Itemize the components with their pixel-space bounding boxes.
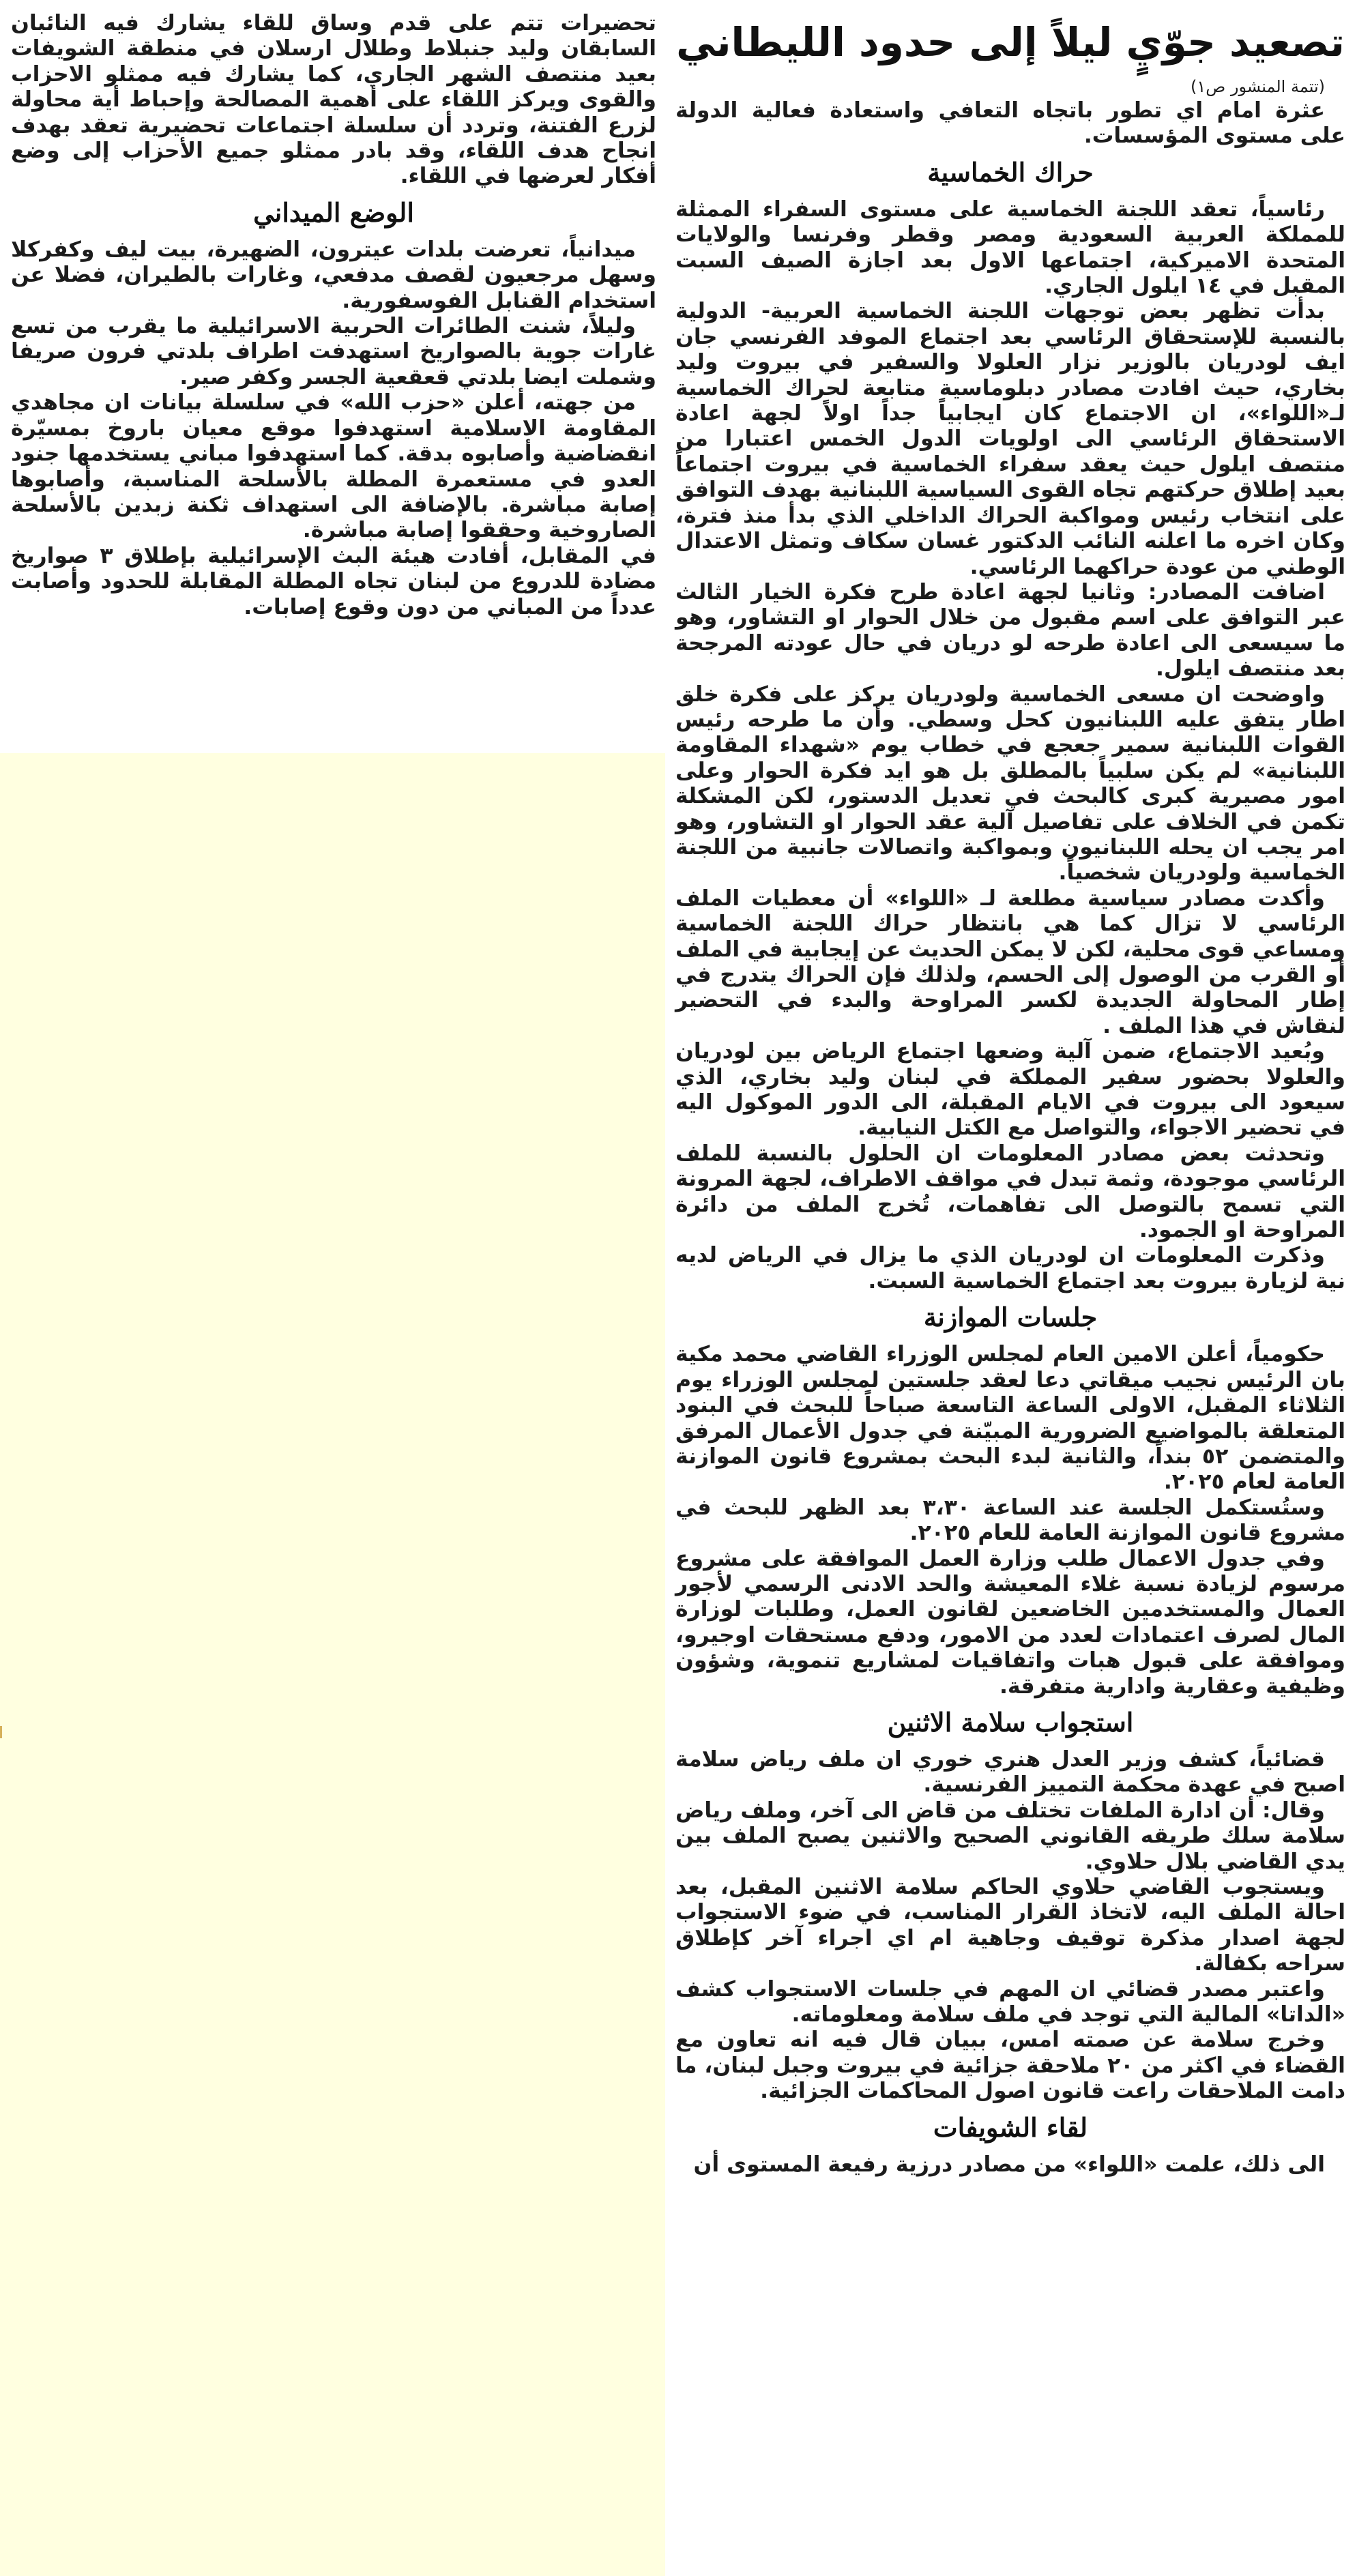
article-paragraph: من جهته، أعلن «حزب الله» في سلسلة بيانات ان مجاهدي المقاومة الاسلامية استهدفوا موقع معيان باروخ بمسيّرة انقضاضية وأصابوه بدقة. كما استهدفوا مباني يستخدمها جنود العدو في مستعمرة المطلة بالأسلحة المناسبة، وأصابوها إصابة مباشرة. بالإضافة الى استهداف ثكنة زبدين بالأسلحة الصاروخية وحققوا إصابة مباشرة. [11, 390, 656, 543]
article-paragraph: وفي جدول الاعمال طلب وزارة العمل الموافقة على مشروع مرسوم لزيادة نسبة غلاء المعيشة والحد الادنى الرسمي لأجور العمال والمستخدمين الخاضعين لقانون العمل، وطلبات لوزارة المال لصرف اعتمادات لعدد من الامور، ودفع مستحقات اوجيرو، وموافقة على قبول هبات واتفاقيات لمشاريع تنموية، وشؤون وظيفية وعقارية وادارية متفرقة. [675, 1546, 1345, 1699]
article-paragraph: حكومياً، أعلن الامين العام لمجلس الوزراء القاضي محمد مكية بان الرئيس نجيب ميقاتي دعا لعقد جلستين لمجلس الوزراء يوم الثلاثاء المقبل، الاولى الساعة التاسعة صباحاً للبحث في البنود المتعلقة بالمواضيع الضرورية المبيّنة في جدول الأعمال المرفق والمتضمن ٥٢ بنداً، والثانية لبدء البحث بمشروع قانون الموازنة العامة لعام ٢٠٢٥. [675, 1342, 1346, 1495]
section-heading: استجواب سلامة الاثنين [887, 1706, 1134, 1738]
article-paragraph: وذكرت المعلومات ان لودريان الذي ما يزال في الرياض لديه نية لزيارة بيروت بعد اجتماع الخماسية السبت. [675, 1243, 1345, 1293]
section-heading: جلسات الموازنة [923, 1302, 1098, 1333]
article-paragraph: في المقابل، أفادت هيئة البث الإسرائيلية بإطلاق ٣ صواريخ مضادة للدروع من لبنان تجاه المطلة المقابلة للحدود وأصابت عدداً من المباني من دون وقوع إصابات. [11, 543, 656, 619]
article-paragraph: بدأت تظهر بعض توجهات اللجنة الخماسية العربية- الدولية بالنسبة للإستحقاق الرئاسي بعد اجتماع الموفد الفرنسي جان ايف لودريان بالوزير نزار العلولا والسفير في بيروت وليد بخاري، حيث افادت مصادر دبلوماسية متابعة لحراك الخماسية لـ«اللواء»، ان الاجتماع كان ايجابياً جداً اولاً لجهة اعادة الاستحقاق الرئاسي الى اولويات الدول الخمس اعتبارا من منتصف ايلول حيث يعقد سفراء الخماسية في بيروت اجتماعاً بعيد إطلاق حركتهم تجاه القوى السياسية اللبنانية بهدف التوافق على انتخاب رئيس ومواكبة الحراك الداخلي الذي بدأ منذ فترة، وكان اخره ما اعلنه النائب الدكتور غسان سكاف وتمثل الاعتدال الوطني من عودة حراكهما الرئاسي. [675, 299, 1345, 579]
article-right-column [675, 0, 1345, 2178]
section-heading: حراك الخماسية [927, 156, 1094, 188]
right-column-body [675, 98, 1345, 2178]
article-paragraph: تحضيرات تتم على قدم وساق للقاء يشارك فيه النائبان السابقان وليد جنبلاط وطلال ارسلان في منطقة الشويفات بعيد منتصف الشهر الجاري، كما يشارك فيه ممثلو الاحزاب والقوى ويركز اللقاء على أهمية المصالحة وإحباط أية محاولة لزرع الفتنة، وتردد أن سلسلة اجتماعات تحضيرية تعقد بهدف انجاح هدف اللقاء، وقد بادر ممثلو جميع الأحزاب إلى وضع أفكار لعرضها في اللقاء. [11, 11, 656, 189]
article-paragraph: ويستجوب القاضي حلاوي الحاكم سلامة الاثنين المقبل، بعد احالة الملف اليه، لاتخاذ القرار المناسب، في ضوء الاستجواب لجهة اصدار مذكرة توقيف وجاهية ام اي اجراء آخر كإطلاق سراحه بكفالة. [675, 1875, 1345, 1976]
column-divider [666, 0, 669, 2576]
article-paragraph: وخرج سلامة عن صمته امس، ببيان قال فيه انه تعاون مع القضاء في اكثر من ٢٠ ملاحقة جزائية في بيروت وجبل لبنان، ما دامت الملاحقات راعت قانون اصول المحاكمات الجزائية. [675, 2028, 1345, 2104]
article-left-column [11, 0, 656, 620]
article-paragraph: اضافت المصادر: وثانيا لجهة اعادة طرح فكرة الخيار الثالث عبر التوافق على اسم مقبول من خلال الحوار او التشاور، وهو ما سيسعى الى اعادة طرحه لو دريان في حال عودته المرجحة بعد منتصف ايلول. [675, 579, 1345, 682]
article-paragraph: عثرة امام اي تطور باتجاه التعافي واستعادة فعالية الدولة على مستوى المؤسسات. [675, 98, 1345, 149]
scan-mark [0, 1726, 2, 1738]
article-paragraph: واوضحت ان مسعى الخماسية ولودريان يركز على فكرة خلق اطار يتفق عليه اللبنانيون كحل وسطي. وأن ما طرحه رئيس القوات اللبنانية سمير جعجع في خطاب يوم «شهداء المقاومة اللبنانية» لم يكن سلبياً بالمطلق بل هو ايد فكرة الحوار وعلى امور مصيرية كبرى كالبحث في تعديل الدستور، لكن المشكلة تكمن في الخلاف على تفاصيل آلية عقد الحوار او التشاور، وهو امر يجب ان يحله اللبنانيون وبمواكبة واتصالات جانبية من اللجنة الخماسية ولودريان شخصياً. [675, 682, 1345, 886]
article-paragraph: قضائياً، كشف وزير العدل هنري خوري ان ملف رياض سلامة اصبح في عهدة محكمة التمييز الفرنسية. [675, 1746, 1345, 1798]
article-paragraph: الى ذلك، علمت «اللواء» من مصادر درزية رفيعة المستوى أن [693, 2152, 1325, 2177]
article-title: تصعيد جوّيٍ ليلاً إلى حدود الليطاني [676, 19, 1345, 65]
continued-note: (تتمة المنشور ص١) [1190, 77, 1325, 96]
left-column-body [11, 11, 656, 620]
article-paragraph: وليلاً، شنت الطائرات الحربية الاسرائيلية ما يقرب من تسع غارات جوية بالصواريخ استهدفت اطراف بلدتي فرون صريفا وشملت ايضا بلدتي قعقعية الجسر وكفر صير. [11, 314, 656, 390]
article-paragraph: وستُستكمل الجلسة عند الساعة ٣،٣٠ بعد الظهر للبحث في مشروع قانون الموازنة العامة للعام ٢٠٢٥. [675, 1495, 1345, 1546]
article-paragraph: وقال: أن ادارة الملفات تختلف من قاض الى آخر، وملف رياض سلامة سلك طريقه القانوني الصحيح والاثنين يصبح الملف بين يدي القاضي بلال حلاوي. [675, 1798, 1345, 1874]
article-paragraph: واعتبر مصدر قضائي ان المهم في جلسات الاستجواب كشف «الداتا» المالية التي توجد في ملف سلامة ومعلوماته. [675, 1976, 1345, 2028]
advert-placeholder-box [0, 753, 665, 2576]
section-heading: الوضع الميداني [253, 196, 414, 228]
article-paragraph: رئاسياً، تعقد اللجنة الخماسية على مستوى السفراء الممثلة للمملكة العربية السعودية ومصر وقطر وفرنسا والولايات المتحدة الاميركية، اجتماعها الاول بعد اجازة الصيف السبت المقبل في ١٤ ايلول الجاري. [675, 196, 1345, 299]
section-heading: لقاء الشويفات [933, 2111, 1088, 2143]
article-paragraph: وتحدثت بعض مصادر المعلومات ان الحلول بالنسبة للملف الرئاسي موجودة، وثمة تبدل في مواقف الاطراف، لجهة المرونة التي تسمح بالتوصل الى تفاهمات، تُخرج الملف من دائرة المراوحة او الجمود. [675, 1141, 1345, 1243]
article-paragraph: وبُعيد الاجتماع، ضمن آلية وضعها اجتماع الرياض بين لودريان والعلولا بحضور سفير المملكة في لبنان وليد بخاري، الذي سيعود الى بيروت في الايام المقبلة، الى الدور الموكول اليه في تحضير الاجواء، والتواصل مع الكتل النيابية. [675, 1039, 1345, 1141]
article-paragraph: وأكدت مصادر سياسية مطلعة لـ «اللواء» أن معطيات الملف الرئاسي لا تزال كما هي بانتظار حراك اللجنة الخماسية ومساعي قوى محلية، لكن لا يمكن الحديث عن إيجابية في الملف أو القرب من الوصول إلى الحسم، ولذلك فإن الحراك يتدرج في إطار المحاولة الجديدة لكسر المراوحة والبدء في التحضير لنقاش في هذا الملف . [675, 886, 1345, 1038]
article-paragraph: ميدانياً، تعرضت بلدات عيترون، الضهيرة، بيت ليف وكفركلا وسهل مرجعيون لقصف مدفعي، وغارات بالطيران، فضلا عن استخدام القنابل الفوسفورية. [11, 237, 656, 313]
